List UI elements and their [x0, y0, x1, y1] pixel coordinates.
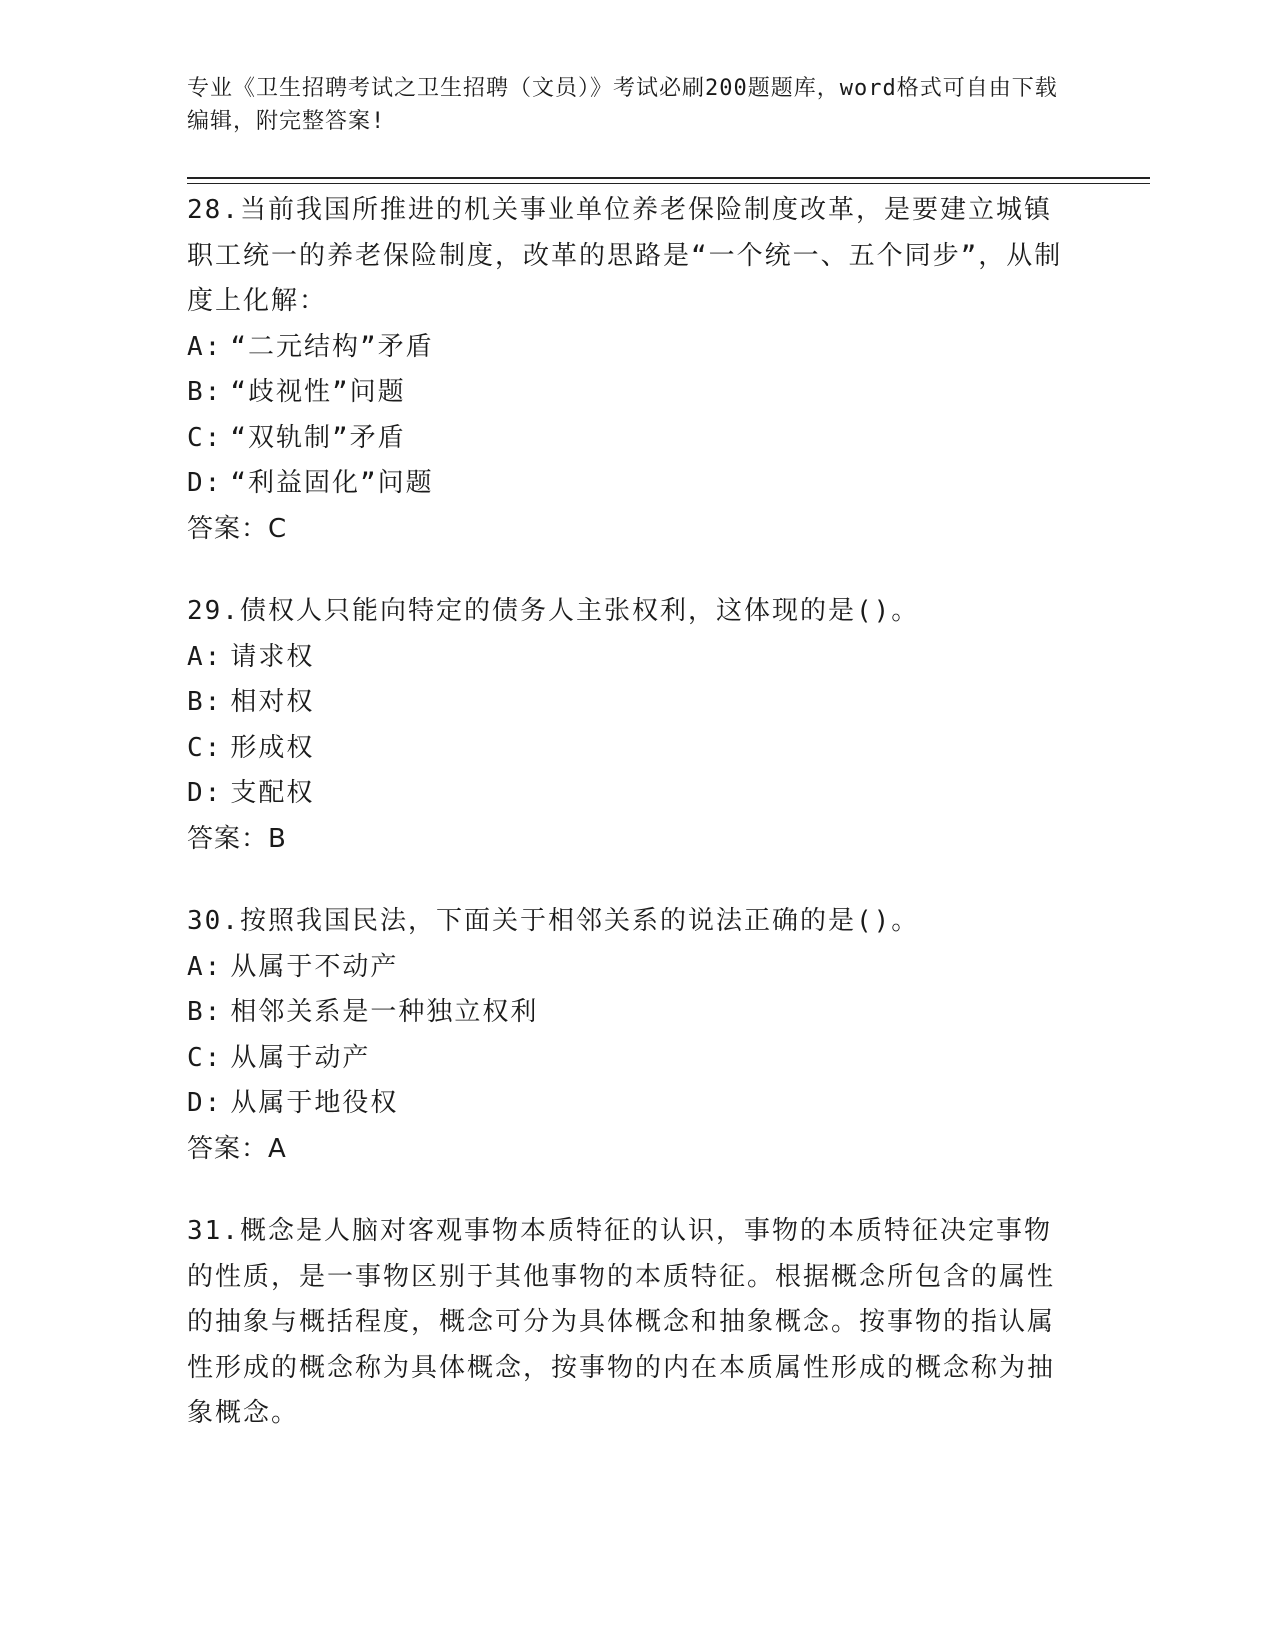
option-letter: C:	[187, 422, 223, 453]
option-letter: D:	[187, 1088, 223, 1118]
option-b	[187, 680, 1067, 726]
question-29	[187, 589, 1067, 862]
question-30	[187, 899, 1067, 1172]
option-letter: D:	[187, 468, 223, 498]
question-list	[187, 188, 1067, 1474]
option-a	[187, 945, 1067, 991]
option-b	[187, 990, 1067, 1036]
option-d	[187, 461, 1067, 507]
option-text: 支配权	[230, 778, 315, 808]
question-28	[187, 188, 1067, 552]
page-header: 专业《卫生招聘考试之卫生招聘（文员）》考试必刷200题题库，word格式可自由下载编辑，附完整答案!	[187, 76, 1058, 134]
option-d	[187, 771, 1067, 817]
header-rule-thick	[187, 177, 1150, 179]
option-text: 从属于地役权	[230, 1088, 399, 1118]
option-text: 形成权	[230, 732, 315, 763]
option-text: “双轨制”矛盾	[230, 422, 406, 453]
option-text: “二元结构”矛盾	[230, 331, 434, 362]
option-c	[187, 416, 1067, 462]
option-a	[187, 325, 1067, 371]
option-letter: A:	[187, 641, 223, 672]
option-letter: B:	[187, 997, 223, 1027]
question-stem: 31.概念是人脑对客观事物本质特征的认识，事物的本质特征决定事物的性质，是一事物区别于其他事物的本质特征。根据概念所包含的属性的抽象与概括程度，概念可分为具体概念和抽象概念。按事物的指认属性形成的概念称为具体概念，按事物的内在本质属性形成的概念称为抽象概念。	[187, 1216, 1056, 1428]
answer-line: 答案：B	[187, 823, 287, 854]
question-stem: 29.债权人只能向特定的债务人主张权利，这体现的是()。	[187, 596, 920, 626]
option-text: 从属于动产	[230, 1042, 371, 1073]
option-c	[187, 1036, 1067, 1082]
option-text: 相对权	[230, 687, 315, 717]
question-stem: 30.按照我国民法，下面关于相邻关系的说法正确的是()。	[187, 906, 920, 936]
option-c	[187, 726, 1067, 772]
option-letter: A:	[187, 951, 223, 982]
question-31	[187, 1209, 1067, 1437]
option-letter: A:	[187, 331, 223, 362]
option-text: “歧视性”问题	[230, 377, 406, 407]
option-letter: C:	[187, 1042, 223, 1073]
option-text: 请求权	[230, 641, 315, 672]
question-stem: 28.当前我国所推进的机关事业单位养老保险制度改革，是要建立城镇职工统一的养老保险制度，改革的思路是“一个统一、五个同步”，从制度上化解：	[187, 195, 1063, 316]
answer-line: 答案：A	[187, 1133, 287, 1164]
option-text: 从属于不动产	[230, 951, 399, 982]
option-a	[187, 635, 1067, 681]
header-rule-thin	[187, 183, 1150, 184]
option-letter: C:	[187, 732, 223, 763]
option-letter: D:	[187, 778, 223, 808]
option-letter: B:	[187, 377, 223, 407]
option-text: 相邻关系是一种独立权利	[230, 997, 539, 1027]
answer-line: 答案：C	[187, 513, 288, 544]
option-text: “利益固化”问题	[230, 468, 434, 498]
option-letter: B:	[187, 687, 223, 717]
option-d	[187, 1081, 1067, 1127]
option-b	[187, 370, 1067, 416]
